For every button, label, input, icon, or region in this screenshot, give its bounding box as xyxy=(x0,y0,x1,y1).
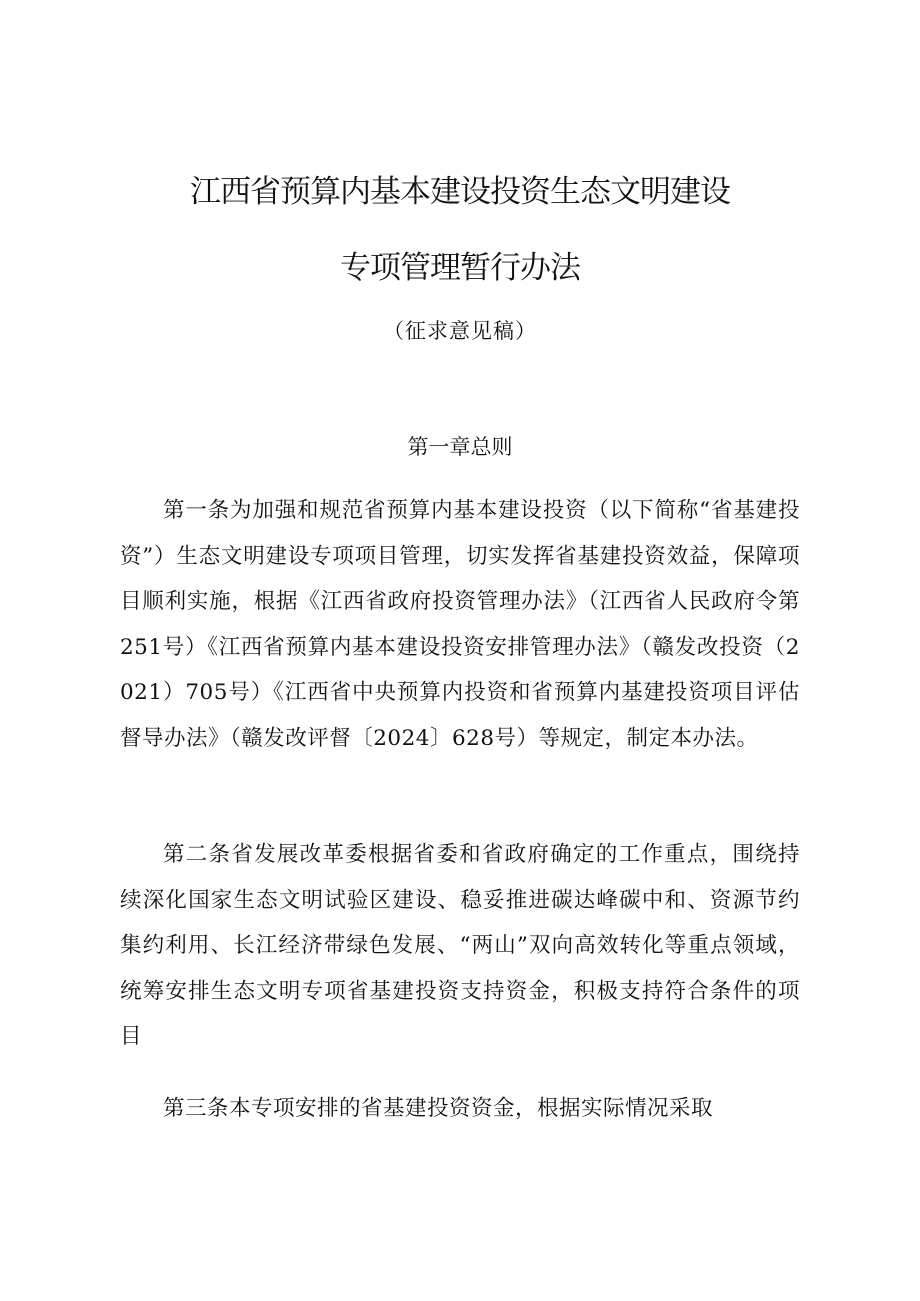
document-title-line-1: 江西省预算内基本建设投资生态文明建设 xyxy=(190,174,730,210)
article-1-paragraph: 第一条为加强和规范省预算内基本建设投资（以下简称“省基建投资”）生态文明建设专项项目管理，切实发挥省基建投资效益，保障项目顺利实施，根据《江西省政府投资管理办法》（江西省人民政府令第251号）《江西省预算内基本建设投资安排管理办法》（赣发改投资（2021）705号）《江西省中央预算内投资和省预算内基建投资项目评估督导办法》（赣发改评督〔2024〕628号）等规定，制定本办法。 xyxy=(120,498,800,751)
chapter-heading: 第一章总则 xyxy=(407,435,513,459)
document-title-line-2: 专项管理暂行办法 xyxy=(340,250,580,286)
article-3-paragraph: 第三条本专项安排的省基建投资资金，根据实际情况采取 xyxy=(163,1096,714,1121)
article-2-paragraph: 第二条省发展改革委根据省委和省政府确定的工作重点，围绕持续深化国家生态文明试验区建设、稳妥推进碳达峰碳中和、资源节约集约利用、长江经济带绿色发展、“两山”双向高效转化等重点领域，统筹安排生态文明专项省基建投资支持资金，积极支持符合条件的项目 xyxy=(120,842,800,1049)
document-subtitle: （征求意见稿） xyxy=(383,319,537,343)
